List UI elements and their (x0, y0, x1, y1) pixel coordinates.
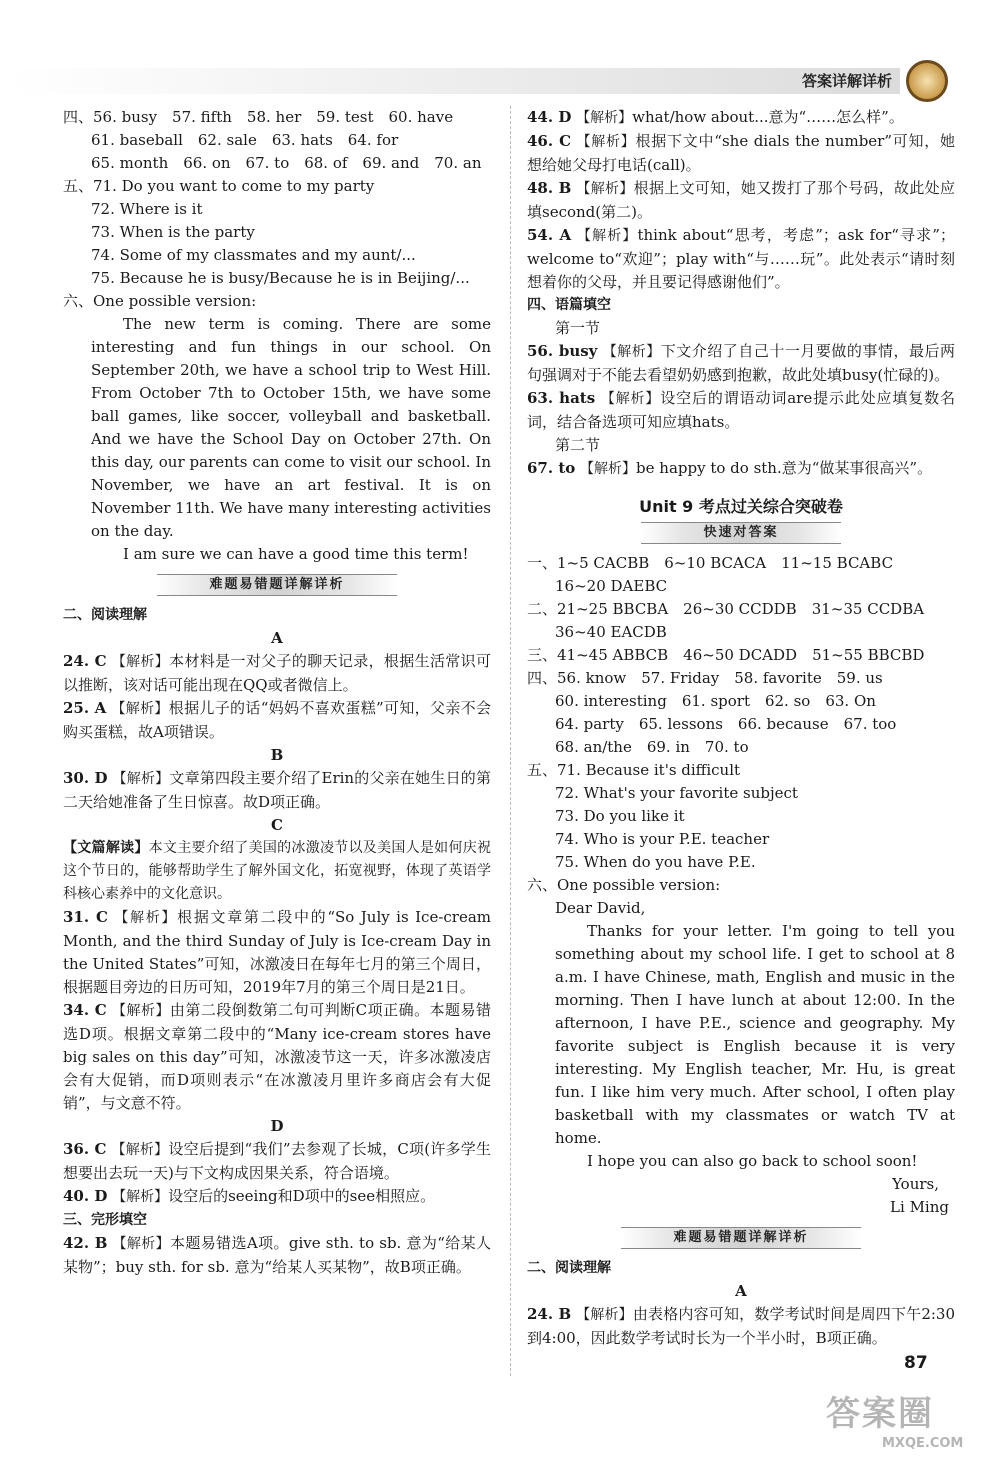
essay-paragraph: The new term is coming. There are some interesting and fun things in our school. On September 20th, we have a school trip to West Hill. From October 7th to October 15th, we have some ball games, like soccer, volleyball and basketball. And we have the School Day on October 27th. On this day, our parents can come to visit our school. In November, we have an art festival. It is on November 11th. We have many interesting activities on the day. (91, 315, 491, 540)
analysis-tag: 【解析】 (112, 1003, 170, 1019)
analysis-tag: 【解析】 (576, 228, 638, 244)
passage-interpretation (63, 837, 491, 906)
grammar-fill-heading: 四、语篇填空 (527, 297, 611, 313)
explanation-item (63, 650, 491, 697)
explanation-item (527, 177, 955, 224)
explanation-item (527, 130, 955, 177)
explanation-text: 设空后的谓语动词are提示此处应填复数名词，结合备选项可知应填hats。 (527, 389, 955, 431)
question-number: 46. C (527, 132, 572, 150)
answer-line: 64. party 65. lessons 66. because 67. too (555, 715, 897, 733)
analysis-tag: 【解析】 (111, 701, 169, 717)
analysis-tag: 【解析】 (114, 910, 178, 926)
explanation-text: be happy to do sth.意为“做某事很高兴”。 (636, 459, 933, 477)
answer-line: 74. Some of my classmates and my aunt/... (91, 246, 416, 264)
explanation-item (63, 999, 491, 1115)
letter-signature: Li Ming (890, 1198, 949, 1216)
analysis-tag: 【解析】 (580, 461, 637, 477)
analysis-tag: 【解析】 (600, 391, 661, 407)
question-number: 31. C (63, 908, 108, 926)
explanation-item (63, 1185, 491, 1209)
answer-line: 36~40 EACDB (555, 623, 667, 641)
letter-closing: Yours, (892, 1175, 939, 1193)
right-column (527, 106, 955, 1350)
explanation-item (527, 1303, 955, 1350)
subsection-label: 第一节 (555, 319, 601, 337)
question-number: 54. A (527, 226, 572, 244)
analysis-tag: 【解析】 (602, 344, 661, 360)
question-number: 48. B (527, 179, 572, 197)
analysis-tag: 【解析】 (576, 181, 634, 197)
cloze-heading: 三、完形填空 (63, 1212, 147, 1228)
explanation-item (63, 767, 491, 814)
passage-label: B (270, 746, 284, 764)
answer-section-4 (63, 106, 491, 175)
explanation-item (63, 1232, 491, 1279)
passage-label: A (735, 1282, 747, 1300)
answer-line: 73. When is the party (91, 223, 255, 241)
explanation-item (527, 457, 955, 481)
answer-line: 75. When do you have P.E. (555, 853, 756, 871)
answer-section-5 (527, 759, 955, 874)
question-number: 24. B (527, 1305, 572, 1323)
question-number: 25. A (63, 699, 107, 717)
header-title: 答案详解详析 (801, 72, 892, 90)
analysis-tag: 【解析】 (112, 771, 170, 787)
answer-line: 一、1~5 CACBB 6~10 BCACA 11~15 BCABC (527, 554, 894, 572)
question-number: 56. busy (527, 342, 598, 360)
answer-line: 三、41~45 ABBCB 46~50 DCADD 51~55 BBCBD (527, 646, 925, 664)
answer-line: 73. Do you like it (555, 807, 685, 825)
site-watermark (826, 1392, 991, 1462)
analysis-tag: 【解析】 (576, 110, 633, 126)
header-strip (10, 68, 900, 94)
answer-line: 五、71. Because it's difficult (527, 761, 741, 779)
explanation-text: 下文介绍了自己十一月要做的事情，最后两句强调对于不能去看望奶奶感到抱歉，故此处填busy(忙碌的)。 (527, 342, 955, 384)
answer-line: 二、21~25 BBCBA 26~30 CCDDB 31~35 CCDBA (527, 600, 925, 618)
letter-paragraph: Thanks for your letter. I'm going to tell you something about my school life. I get to school at 8 a.m. I have Chinese, math, English and music in the morning. Then I have lunch at about 12:00. In the afternoon, I have P.E., science and geography. My favorite subject is English because it is very interesting. My English teacher, Mr. Hu, is great fun. I like him very much. After school, I often play basketball with my classmates or watch TV at home. (555, 922, 955, 1147)
explanation-text: 根据文章第二段中的“So July is Ice-cream Month, and the third Sunday of July is Ice-cream Day in the United States”可知，冰激凌日在每年七月的第三个周日，根据题目旁边的日历可知，2019年7月的第三个周日是21日。 (63, 908, 492, 996)
question-number: 44. D (527, 108, 572, 126)
watermark-url: MXQE.COM (882, 1436, 964, 1451)
unit-title: Unit 9 考点过关综合突破卷 (639, 497, 843, 516)
explanation-text: 设空后提到“我们”去参观了长城，C项(许多学生想要出去玩一天)与下文构成因果关系，符合语境。 (63, 1140, 491, 1182)
explanation-item (527, 224, 955, 294)
answer-line: 61. baseball 62. sale 63. hats 64. for (91, 131, 399, 149)
answer-line: 四、56. busy 57. fifth 58. her 59. test 60. have (63, 108, 454, 126)
answer-line: 74. Who is your P.E. teacher (555, 830, 770, 848)
quick-answer-banner: 快速对答案 (641, 522, 841, 544)
question-number: 36. C (63, 1140, 107, 1158)
analysis-tag: 【解析】 (111, 654, 170, 670)
explanation-text: 本题易错选A项。give sth. to sb. 意为“给某人某物”；buy sth. for sb. 意为“给某人买某物”，故B项正确。 (63, 1234, 492, 1276)
analysis-tag: 【解析】 (112, 1189, 169, 1205)
passage-label: D (270, 1117, 284, 1135)
answer-line: 16~20 DAEBC (555, 577, 668, 595)
analysis-tag: 【解析】 (112, 1236, 171, 1252)
explanation-item (63, 906, 491, 999)
explanation-item (527, 387, 955, 434)
analysis-tag: 【解析】 (576, 134, 636, 150)
interpretation-text: 本文主要介绍了美国的冰激凌节以及美国人是如何庆祝这个节日的，能够帮助学生了解外国文化，拓宽视野，体现了英语学科核心素养中的文化意识。 (63, 840, 491, 902)
answer-line: 五、71. Do you want to come to my party (63, 177, 375, 195)
question-number: 67. to (527, 459, 576, 477)
reading-heading: 二、阅读理解 (63, 607, 147, 623)
answer-section-5 (63, 175, 491, 290)
brand-logo-icon (906, 60, 948, 102)
passage-label: C (271, 816, 283, 834)
explanation-text: what/how about...意为“……怎么样”。 (632, 108, 904, 126)
quick-answers (527, 552, 955, 759)
answer-line: 68. an/the 69. in 70. to (555, 738, 749, 756)
explanation-item (527, 340, 955, 387)
question-number: 63. hats (527, 389, 596, 407)
question-number: 30. D (63, 769, 108, 787)
section-banner: 难题易错题详解详析 (621, 1227, 861, 1249)
explanation-text: 根据上文可知，她又拨打了那个号码，故此处应填second(第二)。 (527, 179, 955, 221)
left-column (63, 106, 491, 1279)
explanation-text: 根据儿子的话“妈妈不喜欢蛋糕”可知，父亲不会购买蛋糕，故A项错误。 (63, 699, 492, 741)
answer-line: 72. Where is it (91, 200, 203, 218)
section-6-heading: 六、One possible version: (63, 292, 257, 310)
explanation-text: 根据下文中“she dials the number”可知，她想给她父母打电话(call)。 (527, 132, 956, 174)
explanation-text: 由第二段倒数第二句可判断C项正确。本题易错选D项。根据文章第二段中的“Many ice-cream stores have big sales on this day”可知，冰激凌节这一天，许多冰激凌店会有大促销，而D项则表示“在冰激凌月里许多商店会有大促销”，与文意不符。 (63, 1001, 491, 1112)
explanation-text: think about“思考，考虑”；ask for“寻求”；welcome to“欢迎”；play with“与……玩”。此处表示“请时刻想着你的父母，并且要记得感谢他们”。 (527, 226, 955, 291)
answer-line: 75. Because he is busy/Because he is in Beijing/... (91, 269, 470, 287)
question-number: 34. C (63, 1001, 107, 1019)
interpretation-tag: 【文篇解读】 (63, 840, 149, 856)
page-number: 87 (904, 1353, 928, 1373)
answer-line: 65. month 66. on 67. to 68. of 69. and 70. an (91, 154, 482, 172)
explanation-item (63, 697, 491, 744)
page-header (0, 60, 1000, 112)
explanation-item (527, 106, 955, 130)
question-number: 40. D (63, 1187, 108, 1205)
section-6-heading: 六、One possible version: (527, 876, 721, 894)
passage-label: A (271, 629, 283, 647)
letter-paragraph: I hope you can also go back to school soon! (587, 1152, 918, 1170)
subsection-label: 第二节 (555, 436, 601, 454)
explanation-text: 设空后的seeing和D项中的see相照应。 (168, 1187, 436, 1205)
analysis-tag: 【解析】 (576, 1307, 633, 1323)
reading-heading: 二、阅读理解 (527, 1260, 611, 1276)
answer-line: 60. interesting 61. sport 62. so 63. On (555, 692, 876, 710)
section-banner: 难题易错题详解详析 (157, 574, 397, 596)
analysis-tag: 【解析】 (111, 1142, 169, 1158)
watermark-logo-text: 答案圈 (826, 1394, 934, 1434)
answer-line: 四、56. know 57. Friday 58. favorite 59. us (527, 669, 883, 687)
column-divider (510, 106, 511, 1376)
explanation-text: 文章第四段主要介绍了Erin的父亲在她生日的第二天给她准备了生日惊喜。故D项正确。 (63, 769, 491, 811)
answer-line: 72. What's your favorite subject (555, 784, 798, 802)
question-number: 42. B (63, 1234, 108, 1252)
essay-paragraph: I am sure we can have a good time this term! (123, 545, 469, 563)
explanation-item (63, 1138, 491, 1185)
question-number: 24. C (63, 652, 107, 670)
letter-greeting: Dear David, (555, 899, 646, 917)
explanation-text: 本材料是一对父子的聊天记录，根据生活常识可以推断，该对话可能出现在QQ或者微信上。 (63, 652, 491, 694)
explanation-text: 由表格内容可知，数学考试时间是周四下午2:30到4:00，因此数学考试时长为一个半小时，B项正确。 (527, 1305, 956, 1347)
